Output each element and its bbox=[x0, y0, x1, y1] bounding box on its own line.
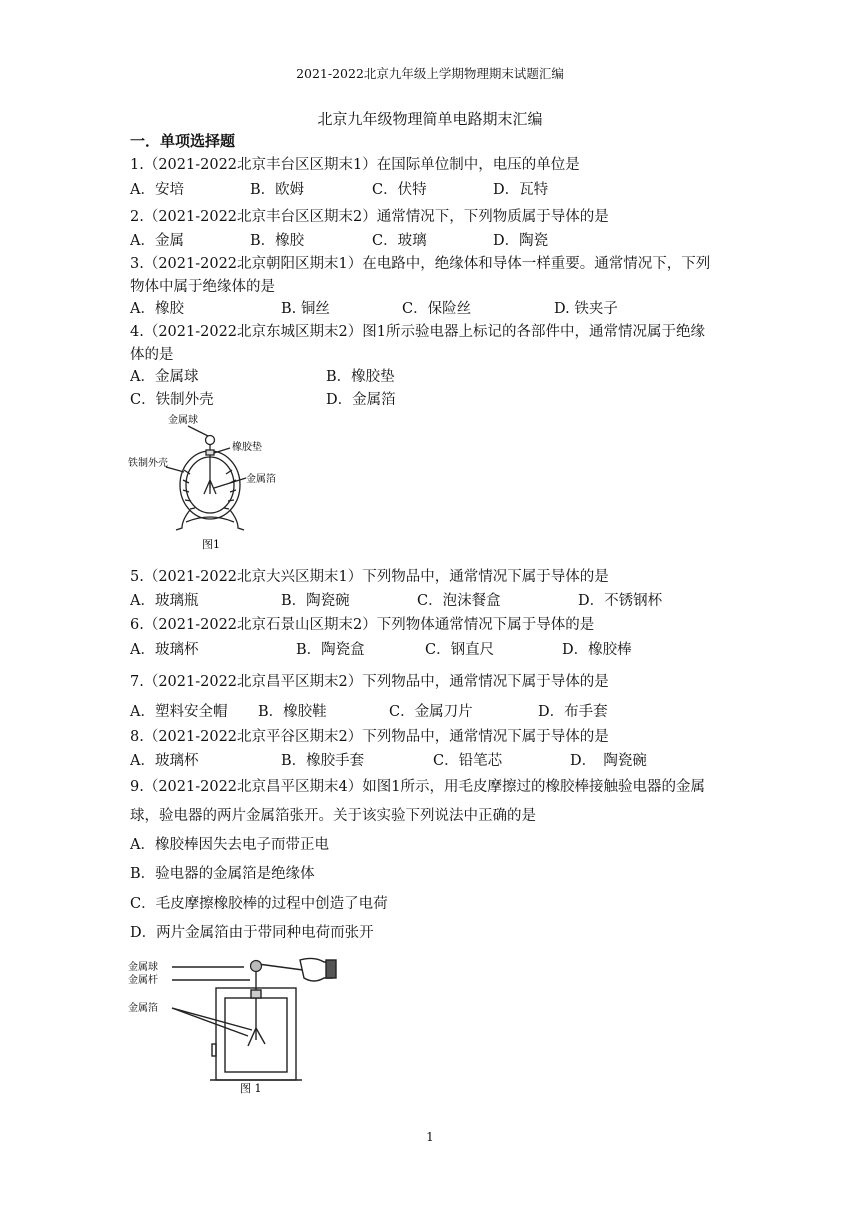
question-1-option-d: D．瓦特 bbox=[493, 182, 549, 198]
question-7-option-b: B．橡胶鞋 bbox=[258, 704, 327, 720]
question-6-option-d: D．橡胶棒 bbox=[562, 642, 632, 658]
question-1-option-c: C．伏特 bbox=[372, 182, 427, 198]
question-4-option-c: C．铁制外壳 bbox=[130, 392, 214, 408]
question-8-stem: 8.（2021-2022北京平谷区期末2）下列物品中，通常情况下属于导体的是 bbox=[130, 729, 609, 745]
question-5-option-c: C．泡沫餐盒 bbox=[417, 593, 501, 609]
question-7-option-d: D．布手套 bbox=[538, 704, 608, 720]
question-8-option-a: A．玻璃杯 bbox=[130, 753, 199, 769]
question-2-stem: 2.（2021-2022北京丰台区区期末2）通常情况下，下列物质属于导体的是 bbox=[130, 209, 609, 225]
figure-2-label-metal-rod: 金属杆 bbox=[128, 975, 158, 986]
figure-1-label-rubber-pad: 橡胶垫 bbox=[232, 442, 262, 453]
electroscope-with-rod-figure bbox=[128, 950, 348, 1100]
question-6-option-c: C．钢直尺 bbox=[425, 642, 495, 658]
question-5-option-b: B．陶瓷碗 bbox=[281, 593, 350, 609]
figure-1-label-metal-ball: 金属球 bbox=[168, 415, 198, 426]
question-9-stem-line-2: 球，验电器的两片金属箔张开。关于该实验下列说法中正确的是 bbox=[130, 808, 536, 824]
figure-1-label-iron-case: 铁制外壳 bbox=[128, 458, 168, 469]
question-3-option-a: A．橡胶 bbox=[130, 301, 184, 317]
question-2-option-d: D．陶瓷 bbox=[493, 233, 549, 249]
question-4-option-d: D．金属箔 bbox=[326, 392, 396, 408]
question-2-option-b: B．橡胶 bbox=[250, 233, 305, 249]
question-3-option-d: D. 铁夹子 bbox=[554, 301, 618, 317]
figure-2-label-metal-ball: 金属球 bbox=[128, 962, 158, 973]
question-2-option-a: A．金属 bbox=[130, 233, 184, 249]
question-9-option-b: B．验电器的金属箔是绝缘体 bbox=[130, 866, 315, 882]
question-8-option-c: C．铅笔芯 bbox=[433, 753, 503, 769]
question-1-stem: 1.（2021-2022北京丰台区区期末1）在国际单位制中，电压的单位是 bbox=[130, 157, 580, 173]
question-4-option-b: B．橡胶垫 bbox=[326, 369, 395, 385]
figure-1-label-metal-foil: 金属箔 bbox=[246, 474, 276, 485]
question-7-stem: 7.（2021-2022北京昌平区期末2）下列物品中，通常情况下属于导体的是 bbox=[130, 674, 609, 690]
question-9-option-d: D．两片金属箔由于带同种电荷而张开 bbox=[130, 925, 374, 941]
figure-2-caption: 图 1 bbox=[240, 1082, 262, 1095]
question-5-option-d: D．不锈钢杯 bbox=[578, 593, 663, 609]
question-4-stem-line-2: 体的是 bbox=[130, 347, 174, 363]
question-3-stem-line-1: 3.（2021-2022北京朝阳区期末1）在电路中，绝缘体和导体一样重要。通常情况下，下列 bbox=[130, 256, 711, 272]
question-3-option-b: B. 铜丝 bbox=[281, 301, 330, 317]
question-7-option-a: A．塑料安全帽 bbox=[130, 704, 228, 720]
question-9-option-a: A．橡胶棒因失去电子而带正电 bbox=[130, 837, 329, 853]
question-3-stem-line-2: 物体中属于绝缘体的是 bbox=[130, 279, 275, 295]
question-1-option-a: A．安培 bbox=[130, 182, 184, 198]
page-header: 2021-2022北京九年级上学期物理期末试题汇编 bbox=[296, 66, 564, 81]
question-8-option-d: D． 陶瓷碗 bbox=[570, 753, 647, 769]
question-9-stem-line-1: 9.（2021-2022北京昌平区期末4）如图1所示，用毛皮摩擦过的橡胶棒接触验电器的金属 bbox=[130, 779, 705, 795]
figure-2-label-metal-foil: 金属箔 bbox=[128, 1003, 158, 1014]
question-9-option-c: C．毛皮摩擦橡胶棒的过程中创造了电荷 bbox=[130, 896, 388, 912]
question-6-stem: 6.（2021-2022北京石景山区期末2）下列物体通常情况下属于导体的是 bbox=[130, 617, 595, 633]
document-title: 北京九年级物理简单电路期末汇编 bbox=[317, 110, 543, 128]
page-number: 1 bbox=[426, 1130, 434, 1144]
question-1-option-b: B．欧姆 bbox=[250, 182, 305, 198]
question-6-option-b: B．陶瓷盒 bbox=[296, 642, 365, 658]
question-6-option-a: A．玻璃杯 bbox=[130, 642, 199, 658]
figure-1-caption: 图1 bbox=[202, 538, 220, 551]
question-7-option-c: C．金属刀片 bbox=[389, 704, 473, 720]
question-4-stem-line-1: 4.（2021-2022北京东城区期末2）图1所示验电器上标记的各部件中，通常情况属于绝缘 bbox=[130, 324, 705, 340]
question-4-option-a: A．金属球 bbox=[130, 369, 199, 385]
question-8-option-b: B．橡胶手套 bbox=[281, 753, 365, 769]
question-3-option-c: C．保险丝 bbox=[402, 301, 472, 317]
section-heading: 一．单项选择题 bbox=[130, 132, 236, 150]
question-5-option-a: A．玻璃瓶 bbox=[130, 593, 199, 609]
electroscope-figure bbox=[128, 410, 298, 555]
question-2-option-c: C．玻璃 bbox=[372, 233, 427, 249]
question-5-stem: 5.（2021-2022北京大兴区期末1）下列物品中，通常情况下属于导体的是 bbox=[130, 569, 609, 585]
